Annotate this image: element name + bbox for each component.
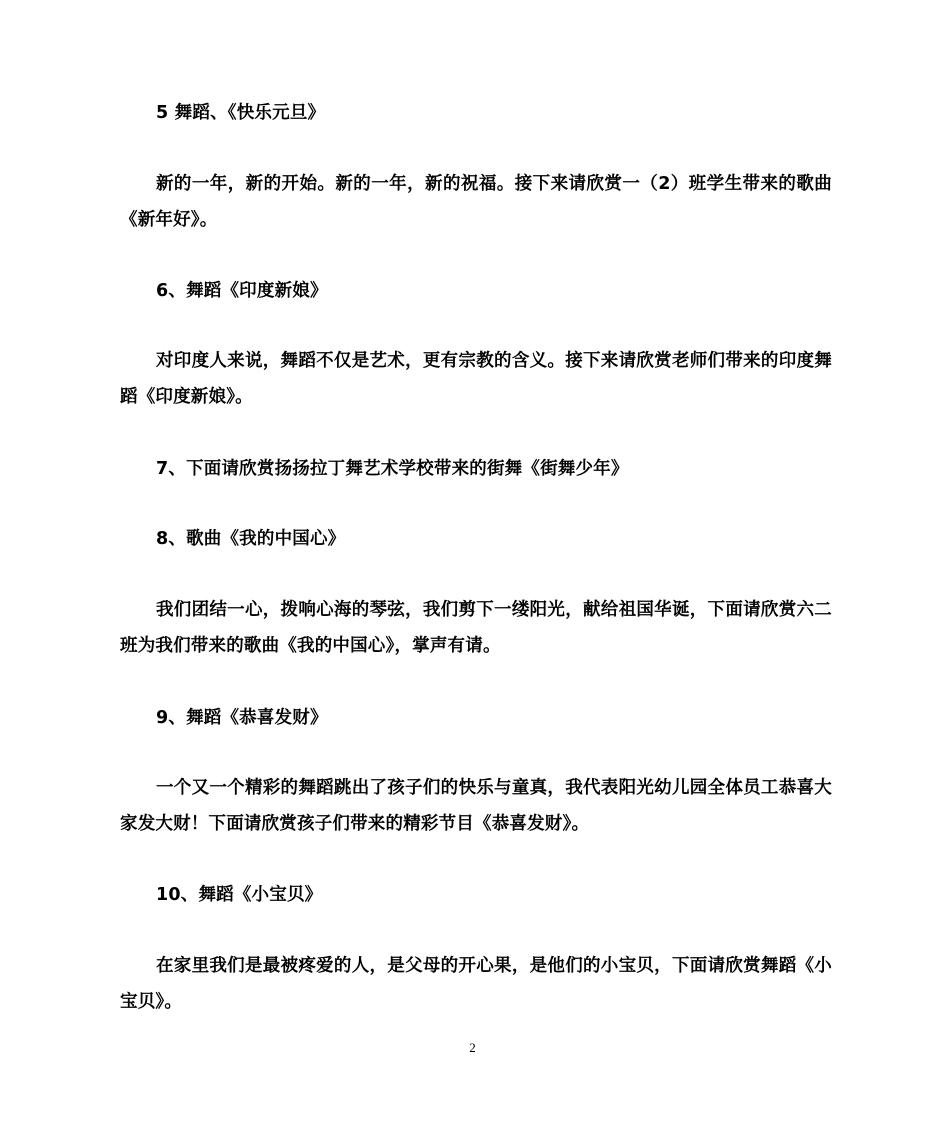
page-number: 2 <box>469 1040 476 1055</box>
heading-item-8: 8、歌曲《我的中国心》 <box>156 529 346 549</box>
heading-item-5: 5 舞蹈、《快乐元旦》 <box>156 103 326 123</box>
paragraph-item-6: 对印度人来说，舞蹈不仅是艺术，更有宗教的含义。接下来请欣赏老师们带来的印度舞蹈《印度新娘》。 <box>120 351 832 407</box>
paragraph-item-10: 在家里我们是最被疼爱的人，是父母的开心果，是他们的小宝贝，下面请欣赏舞蹈《小宝贝》。 <box>120 956 832 1012</box>
heading-item-7: 7、下面请欣赏扬扬拉丁舞艺术学校带来的街舞《街舞少年》 <box>156 459 629 479</box>
paragraph-item-5: 新的一年，新的开始。新的一年，新的祝福。接下来请欣赏一（2）班学生带来的歌曲《新年好》。 <box>120 174 832 230</box>
paragraph-item-8: 我们团结一心，拨响心海的琴弦，我们剪下一缕阳光，献给祖国华诞，下面请欣赏六二班为我们带来的歌曲《我的中国心》，掌声有请。 <box>120 600 832 656</box>
heading-item-6: 6、舞蹈《印度新娘》 <box>156 281 328 301</box>
heading-item-10: 10、舞蹈《小宝贝》 <box>156 885 323 905</box>
paragraph-item-9: 一个又一个精彩的舞蹈跳出了孩子们的快乐与童真，我代表阳光幼儿园全体员工恭喜大家发大财！下面请欣赏孩子们带来的精彩节目《恭喜发财》。 <box>120 778 832 834</box>
heading-item-9: 9、舞蹈《恭喜发财》 <box>156 708 328 728</box>
